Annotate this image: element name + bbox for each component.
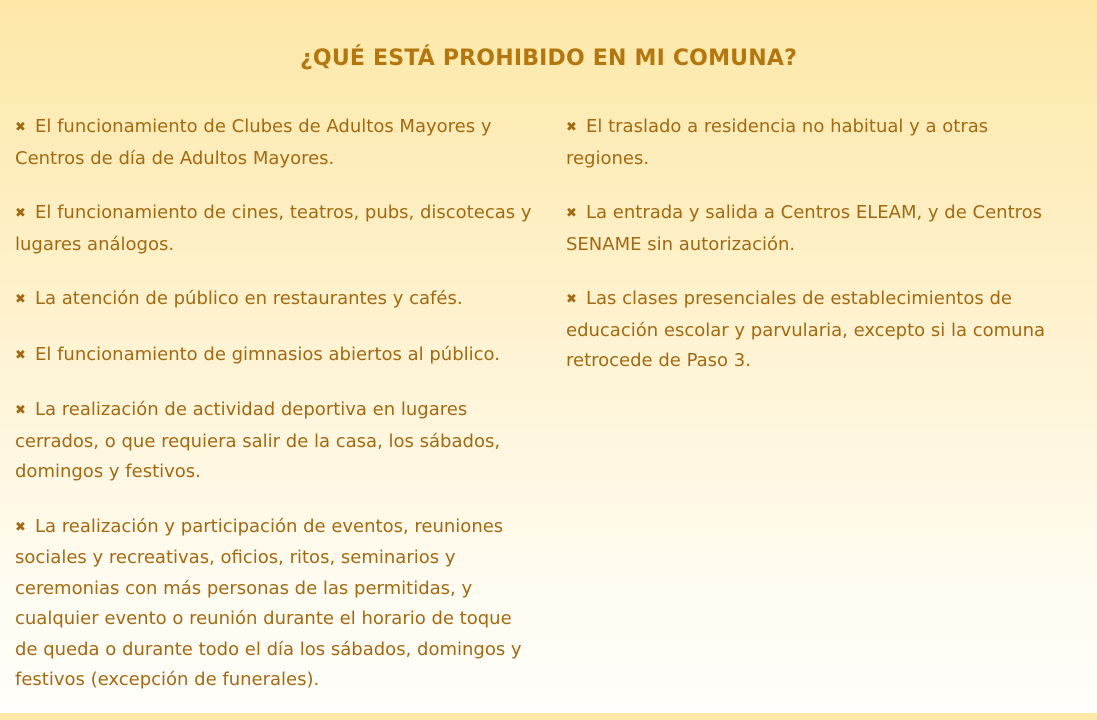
- cross-icon: ✖: [15, 519, 26, 535]
- prohibited-item-text: El funcionamiento de cines, teatros, pubs, discotecas y lugares análogos.: [15, 202, 532, 255]
- prohibited-item-text: La realización de actividad deportiva en lugares cerrados, o que requiera salir de la casa, los sábados, domingos y festivos.: [15, 399, 501, 482]
- cross-icon: ✖: [15, 292, 26, 307]
- prohibited-list-right: [566, 112, 1066, 401]
- cross-icon: ✖: [15, 347, 26, 363]
- prohibited-item: [15, 395, 535, 488]
- prohibited-item-text: Las clases presenciales de establecimientos de educación escolar y parvularia, excepto si la comuna retrocede de Paso 3.: [566, 288, 1046, 371]
- prohibited-item: [566, 284, 1066, 377]
- prohibited-item: [15, 512, 535, 696]
- prohibited-item: [15, 198, 535, 260]
- prohibited-list-left: [15, 112, 535, 720]
- prohibited-item-text: El funcionamiento de gimnasios abiertos al público.: [35, 343, 500, 365]
- prohibited-item-text: El funcionamiento de Clubes de Adultos Mayores y Centros de día de Adultos Mayores.: [15, 116, 492, 169]
- cross-icon: ✖: [566, 292, 577, 307]
- prohibited-item-text: La atención de público en restaurantes y cafés.: [35, 288, 463, 309]
- cross-icon: ✖: [566, 120, 577, 135]
- prohibited-item: [566, 198, 1066, 260]
- prohibited-item: [15, 112, 535, 174]
- cross-icon: ✖: [15, 403, 26, 418]
- prohibited-item-text: La realización y participación de eventos, reuniones sociales y recreativas, oficios, ritos, seminarios y ceremonias con más personas de las permitidas, y cualquier evento o reunión durante el horario de toque de queda o durante todo el día los sábados, domingos y festivos (excepción de funerales).: [15, 515, 522, 690]
- page-title: ¿QUÉ ESTÁ PROHIBIDO EN MI COMUNA?: [299, 46, 798, 71]
- cross-icon: ✖: [15, 206, 26, 221]
- prohibited-item: [566, 112, 1066, 174]
- prohibited-item-text: El traslado a residencia no habitual y a otras regiones.: [566, 116, 989, 169]
- prohibited-item: [15, 284, 535, 316]
- prohibited-item-text: La entrada y salida a Centros ELEAM, y de Centros SENAME sin autorización.: [566, 202, 1043, 255]
- cross-icon: ✖: [566, 206, 577, 221]
- cross-icon: ✖: [15, 120, 26, 135]
- prohibited-item: [15, 340, 535, 372]
